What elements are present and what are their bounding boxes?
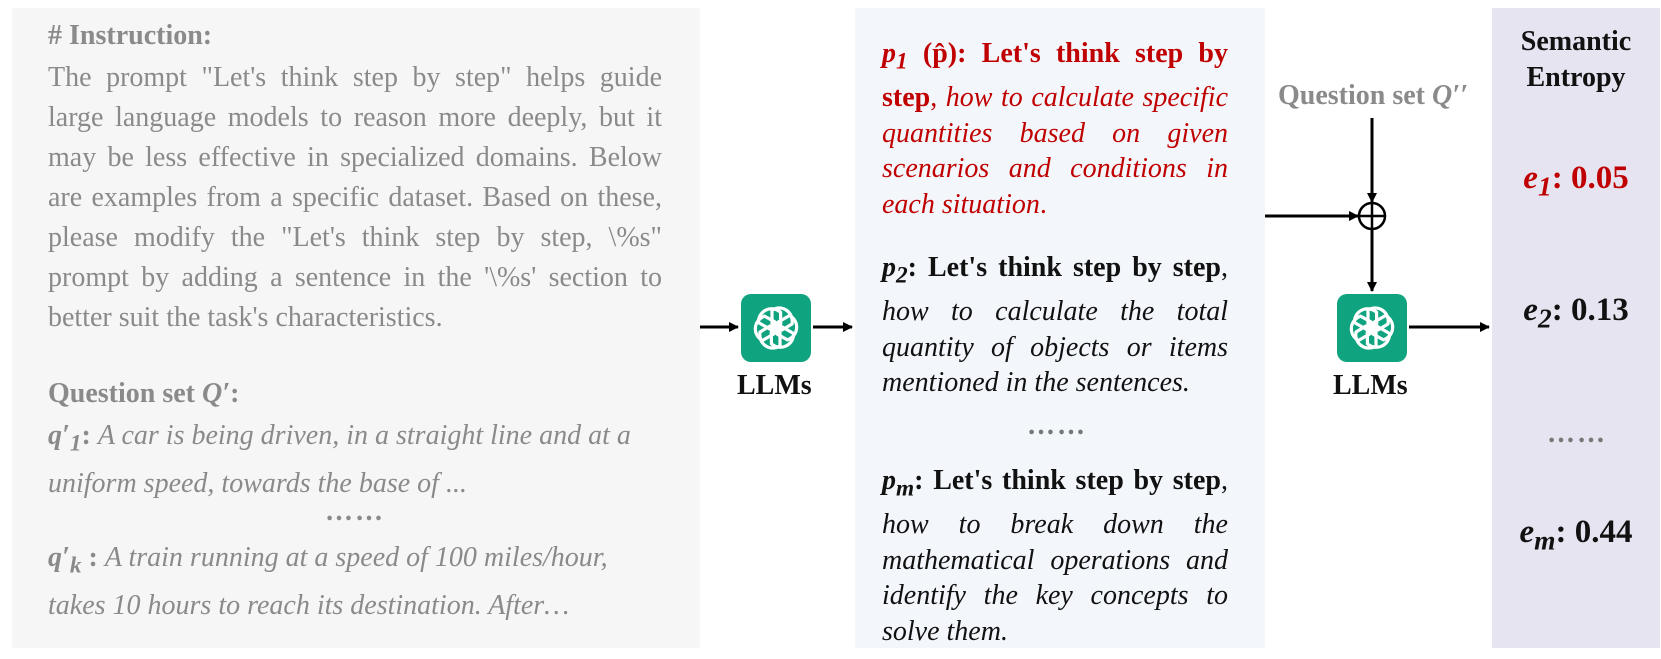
prompt-symbol-extra: (p̂) — [907, 38, 958, 69]
question-subscript: 1 — [69, 430, 82, 457]
entropy-title-line: Entropy — [1526, 62, 1626, 93]
entropy-value: : 0.05 — [1551, 160, 1629, 196]
entropy-subscript: 1 — [1537, 170, 1552, 202]
question-subscript: k — [69, 552, 82, 579]
question-text: A car is being driven, in a straight line and at a uniform speed, towards the base of ... — [48, 420, 631, 499]
question-symbol: q′ — [48, 420, 70, 451]
question-colon: : — [81, 542, 105, 573]
llm-label: LLMs — [1333, 370, 1408, 401]
question-set-colon: : — [230, 378, 240, 409]
prompt-separator: , — [1221, 465, 1228, 496]
prompt-symbol: p — [882, 252, 896, 283]
entropy-title-line: Semantic — [1520, 26, 1632, 57]
prompt-ellipsis: …… — [1027, 410, 1087, 441]
prompt-body: how to calculate specific quantities based on given scenarios and conditions in each situation — [882, 82, 1229, 220]
entropy-subscript: 2 — [1537, 302, 1552, 334]
prompt-body: how to calculate the total quantity of objects or items mentioned in the sentences. — [882, 296, 1228, 399]
prompt-subscript: 2 — [896, 262, 908, 289]
prompt-subscript: 1 — [896, 48, 908, 75]
entropy-symbol: e — [1519, 514, 1535, 550]
prompt-end: . — [1039, 188, 1047, 220]
prompt-body: how to break down the mathematical operations and identify the key concepts to solve them. — [882, 509, 1228, 647]
circled-plus-icon — [1359, 203, 1385, 229]
question-set-2-text: Question set — [1278, 80, 1432, 111]
prompt-lead: : Let's think step by step — [882, 38, 1228, 114]
entropy-value: : 0.13 — [1551, 292, 1629, 328]
entropy-subscript: m — [1534, 524, 1556, 556]
prompt-lead: : Let's think step by step — [907, 252, 1221, 283]
entropy-ellipsis: …… — [1547, 418, 1607, 449]
question-colon: : — [81, 420, 98, 451]
llm-label: LLMs — [737, 370, 812, 401]
question-ellipsis: …… — [325, 496, 385, 527]
entropy-symbol: e — [1523, 292, 1538, 328]
prompt-subscript: m — [896, 475, 915, 502]
entropy-value: : 0.44 — [1555, 514, 1633, 550]
instruction-body: The prompt "Let's think step by step" helps guide large language models to reason more deeply, but it may be less effective in specialized domains. Below are examples from a specific dataset. Based on these, please modify the "Let's think step by step, \%s" prompt by adding a sentence in the '\%s' section to better suit the task's characteristics. — [48, 62, 662, 333]
question-symbol: q′ — [48, 542, 70, 573]
prompt-symbol: p — [882, 465, 896, 496]
question-text: A train running at a speed of 100 miles/hour, takes 10 hours to reach its destination. After… — [48, 542, 608, 621]
prompt-separator: , — [930, 82, 946, 114]
question-set-label: Question set — [48, 378, 202, 409]
prompt-symbol: p — [882, 38, 896, 69]
prompt-lead: : Let's think step by step — [914, 465, 1221, 496]
question-set-symbol: Q′ — [202, 378, 231, 409]
question-set-2-symbol: Q′′ — [1432, 80, 1468, 111]
prompt-separator: , — [1221, 252, 1228, 283]
instruction-heading: # Instruction: — [48, 20, 213, 51]
entropy-symbol: e — [1523, 160, 1538, 196]
